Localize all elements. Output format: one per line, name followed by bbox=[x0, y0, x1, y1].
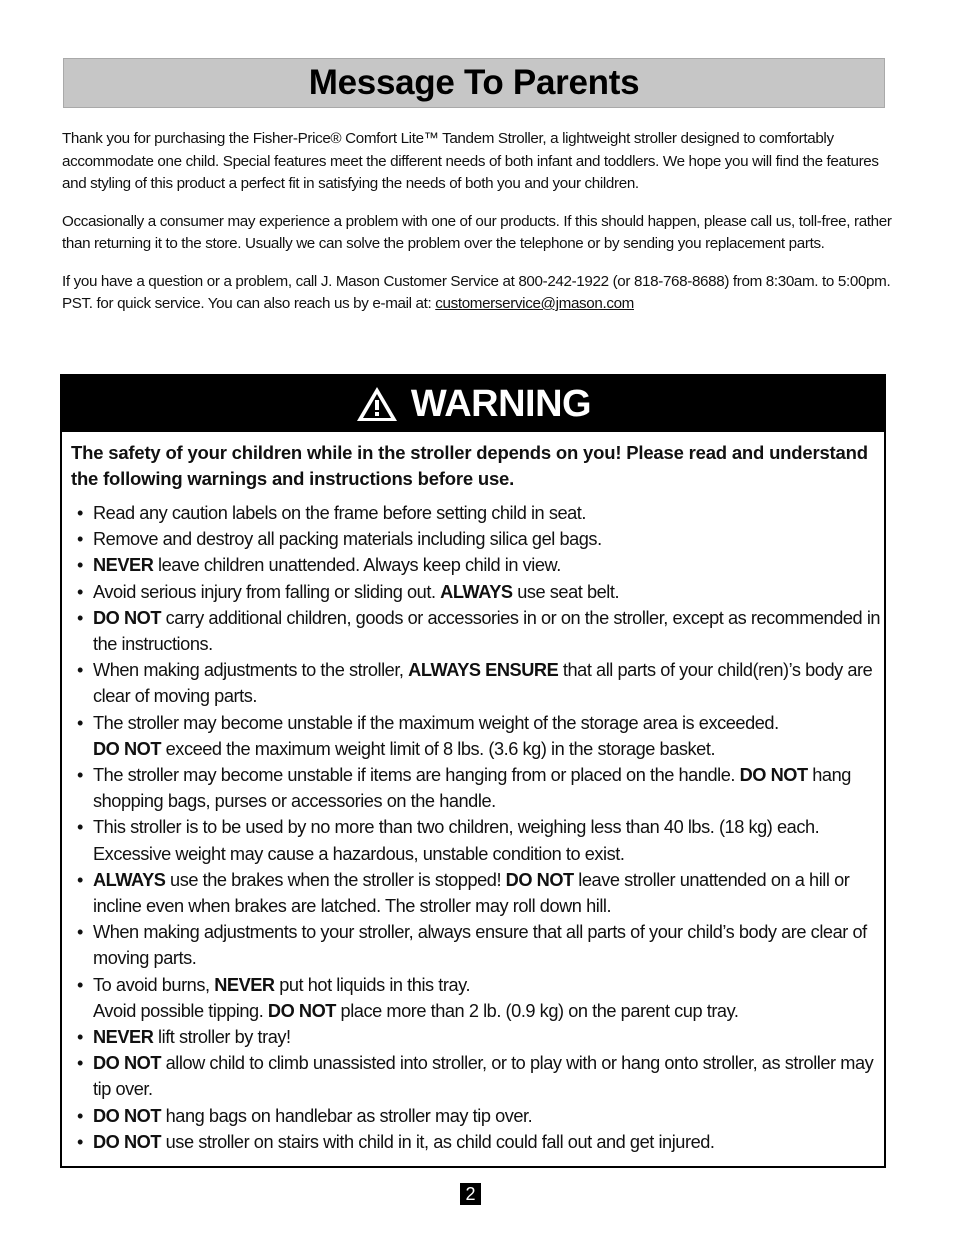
warning-item bbox=[76, 1024, 884, 1050]
bullet-marker: • bbox=[77, 529, 83, 550]
bullet-marker: • bbox=[77, 660, 83, 681]
intro-paragraph-3 bbox=[62, 271, 892, 316]
bullet-marker: • bbox=[77, 555, 83, 576]
bullet-marker: • bbox=[77, 922, 83, 943]
warning-text: The stroller may become unstable if items are hanging from or placed on the handle. bbox=[93, 765, 740, 786]
warning-text: When making adjustments to your stroller, always ensure that all parts of your child’s body are clear of moving parts. bbox=[93, 922, 867, 969]
warning-item bbox=[76, 526, 884, 552]
warning-text: Remove and destroy all packing materials including silica gel bags. bbox=[93, 529, 602, 550]
bullet-marker: • bbox=[77, 581, 83, 602]
warning-item bbox=[76, 657, 884, 709]
warning-heading: WARNING bbox=[410, 382, 592, 425]
warning-item bbox=[76, 500, 884, 526]
warning-text: put hot liquids in this tray. bbox=[274, 974, 471, 995]
warning-triangle-icon bbox=[355, 385, 399, 423]
warning-item bbox=[76, 919, 884, 971]
bullet-marker: • bbox=[77, 503, 83, 523]
bullet-marker: • bbox=[77, 869, 83, 890]
warning-item bbox=[76, 605, 884, 657]
warning-emphasis: DO NOT bbox=[93, 738, 162, 759]
warning-text: use stroller on stairs with child in it, as child could fall out and get injured. bbox=[161, 1131, 715, 1152]
bullet-marker: • bbox=[77, 1105, 83, 1126]
warning-emphasis: ALWAYS bbox=[440, 581, 513, 602]
warning-text: To avoid burns, bbox=[93, 974, 215, 995]
warning-text: carry additional children, goods or accessories in or on the stroller, except as recommended in the instructions. bbox=[93, 607, 881, 655]
warning-text: Read any caution labels on the frame before setting child in seat. bbox=[93, 503, 587, 523]
page-number: 2 bbox=[460, 1183, 481, 1205]
warning-emphasis: DO NOT bbox=[267, 1000, 336, 1021]
warning-text: Avoid serious injury from falling or sliding out. bbox=[93, 581, 441, 602]
warning-text: The stroller may become unstable if the maximum weight of the storage area is exceeded. bbox=[93, 712, 779, 733]
warning-emphasis: NEVER bbox=[93, 1027, 154, 1048]
warning-emphasis: ALWAYS bbox=[93, 869, 166, 890]
warning-emphasis: NEVER bbox=[93, 555, 154, 576]
warning-header bbox=[62, 376, 884, 432]
bullet-marker: • bbox=[77, 974, 83, 995]
bullet-marker: • bbox=[77, 712, 83, 733]
warning-item bbox=[76, 814, 884, 866]
bullet-marker: • bbox=[77, 1027, 83, 1048]
warning-text: allow child to climb unassisted into stroller, or to play with or hang onto stroller, as stroller may tip over. bbox=[93, 1053, 874, 1100]
warning-emphasis: DO NOT bbox=[93, 607, 162, 628]
warning-emphasis: DO NOT bbox=[739, 765, 808, 786]
intro-section bbox=[62, 128, 892, 331]
bullet-marker: • bbox=[77, 1131, 83, 1152]
warning-list bbox=[62, 500, 884, 1155]
contact-text: If you have a question or a problem, call J. Mason Customer Service at 800-242-1922 (or 818-768-8688) from 8:30am. to 5:00pm. PST. for quick service. You can also reach us by e-mail at: bbox=[62, 272, 891, 312]
warning-item bbox=[76, 762, 884, 814]
warning-text: use seat belt. bbox=[512, 581, 620, 602]
warning-emphasis: DO NOT bbox=[93, 1105, 162, 1126]
warning-text: lift stroller by tray! bbox=[153, 1027, 291, 1048]
warning-text: leave stroller unattended on a hill or incline even when brakes are latched. The stroller may roll down hill. bbox=[93, 869, 850, 917]
warning-text: leave children unattended. Always keep child in view. bbox=[153, 555, 561, 576]
bullet-marker: • bbox=[77, 817, 83, 838]
warning-emphasis: DO NOT bbox=[93, 1131, 162, 1152]
warning-text: When making adjustments to the stroller, bbox=[93, 660, 409, 681]
bullet-marker: • bbox=[77, 1053, 83, 1074]
warning-emphasis: ALWAYS ENSURE bbox=[408, 660, 559, 681]
warning-text: exceed the maximum weight limit of 8 lbs. (3.6 kg) in the storage basket. bbox=[161, 738, 716, 759]
warning-emphasis: DO NOT bbox=[505, 869, 574, 890]
page-title: Message To Parents bbox=[308, 63, 640, 102]
warning-item bbox=[76, 710, 884, 762]
bullet-marker: • bbox=[77, 765, 83, 786]
warning-text: hang shopping bags, purses or accessories on the handle. bbox=[93, 765, 851, 812]
warning-item bbox=[76, 1103, 884, 1129]
warning-emphasis: NEVER bbox=[214, 974, 275, 995]
intro-paragraph-1: Thank you for purchasing the Fisher-Price® Comfort Lite™ Tandem Stroller, a lightweight stroller designed to comfortably accommodate one child. Special features meet the different needs of both infant and toddlers. We hope you will find the features and styling of this product a perfect fit in satisfying the needs of both you and your children. bbox=[62, 130, 879, 192]
intro-paragraph-2: Occasionally a consumer may experience a problem with one of our products. If this should happen, please call us, toll-free, rather than returning it to the store. Usually we can solve the problem over the telephone or by sending you replacement parts. bbox=[62, 212, 892, 252]
title-bar bbox=[63, 58, 885, 108]
warning-box bbox=[60, 374, 886, 1168]
warning-item bbox=[76, 1050, 884, 1102]
warning-emphasis: DO NOT bbox=[93, 1053, 162, 1074]
warning-text: that all parts of your child(ren)’s body are clear of moving parts. bbox=[93, 660, 873, 707]
warning-item bbox=[76, 552, 884, 578]
warning-text: This stroller is to be used by no more than two children, weighing less than 40 lbs. (18 kg) each. Excessive weight may cause a hazardous, unstable condition to exist. bbox=[93, 817, 820, 864]
warning-item bbox=[76, 579, 884, 605]
warning-text: place more than 2 lb. (0.9 kg) on the parent cup tray. bbox=[335, 1000, 739, 1021]
email-link[interactable]: customerservice@jmason.com bbox=[435, 295, 634, 312]
bullet-marker: • bbox=[77, 607, 83, 628]
warning-lead: The safety of your children while in the stroller depends on you! Please read and understand the following warnings and instructions before use. bbox=[71, 442, 868, 489]
warning-text: hang bags on handlebar as stroller may tip over. bbox=[161, 1105, 533, 1126]
warning-item bbox=[76, 867, 884, 919]
warning-text: Avoid possible tipping. bbox=[93, 1000, 268, 1021]
warning-item bbox=[76, 972, 884, 1024]
warning-text: use the brakes when the stroller is stopped! bbox=[165, 869, 506, 890]
warning-item bbox=[76, 1129, 884, 1155]
